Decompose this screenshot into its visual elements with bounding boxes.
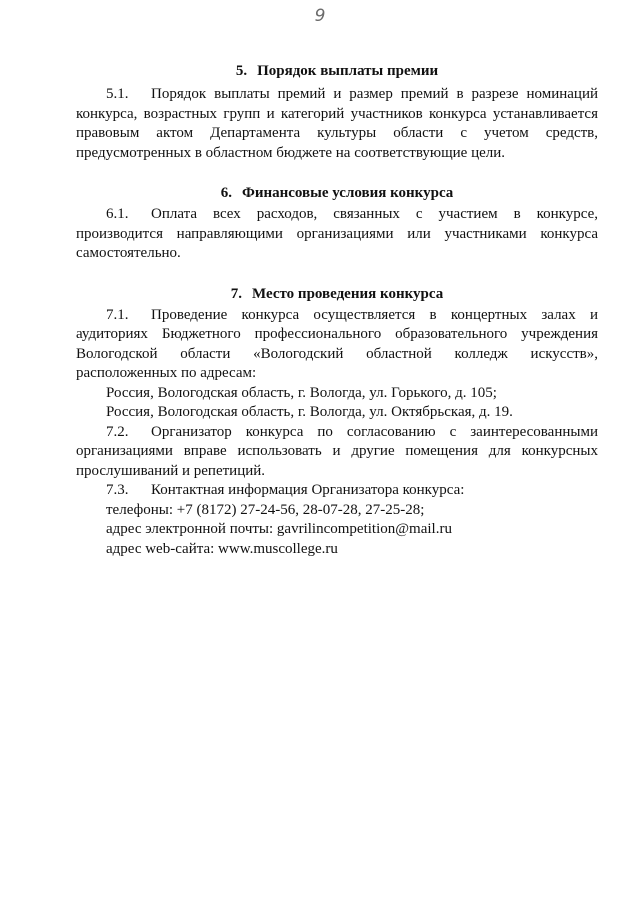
paragraph-number: 5.1. <box>106 86 129 102</box>
paragraph-7-1 <box>76 306 598 384</box>
section-number: 7. <box>230 285 243 302</box>
paragraph-6-1 <box>76 205 598 264</box>
section-title-5 <box>76 61 598 81</box>
paragraph-text: Проведение конкурса осуществляется в концертных залах и аудиториях Бюджетного профессионального образовательного учреждения Вологодской области «Вологодский областной колледж искусств», расположенных по адресам: <box>76 306 598 381</box>
contact-website: адрес web-сайта: www.muscollege.ru <box>106 540 338 557</box>
paragraph-number: 7.1. <box>106 306 129 323</box>
paragraph-text: Оплата всех расходов, связанных с участием в конкурсе, производится направляющими организациями или участниками конкурса самостоятельно. <box>76 206 598 261</box>
section-title-text: Место проведения конкурса <box>252 285 444 302</box>
paragraph-text: Порядок выплаты премий и размер премий в разрезе номинаций конкурса, возрастных групп и категорий участников конкурса устанавливается правовым актом Департамента культуры области с учетом средств, предусмотренных в областном бюджете на соответствующие цели. <box>76 86 598 161</box>
paragraph-text: Организатор конкурса по согласованию с заинтересованными организациями вправе использовать и другие помещения для конкурсных прослушиваний и репетиций. <box>76 423 598 479</box>
contact-email: адрес электронной почты: gavrilincompetition@mail.ru <box>106 521 452 537</box>
section-title-text: Порядок выплаты премии <box>257 63 439 79</box>
section-number: 6. <box>220 185 232 201</box>
section-title-text: Финансовые условия конкурса <box>241 185 454 201</box>
section-title-6 <box>76 183 598 203</box>
section-number: 5. <box>235 63 248 79</box>
paragraph-number: 7.3. <box>106 482 129 498</box>
address-line: Россия, Вологодская область, г. Вологда, ул. Горького, д. 105; <box>106 384 497 401</box>
section-title-7 <box>76 284 598 304</box>
paragraph-5-1 <box>76 85 598 163</box>
paragraph-number: 6.1. <box>106 206 129 222</box>
address-line: Россия, Вологодская область, г. Вологда, ул. Октябрьская, д. 19. <box>106 404 513 420</box>
paragraph-number: 7.2. <box>106 423 129 440</box>
page-number: 9 <box>314 6 326 26</box>
paragraph-text: Контактная информация Организатора конкурса: <box>151 482 465 498</box>
contact-phones: телефоны: +7 (8172) 27-24-56, 28-07-28, 27-25-28; <box>106 501 425 518</box>
paragraph-7-3 <box>76 481 598 501</box>
document-body <box>76 61 598 559</box>
paragraph-7-2 <box>76 423 598 482</box>
